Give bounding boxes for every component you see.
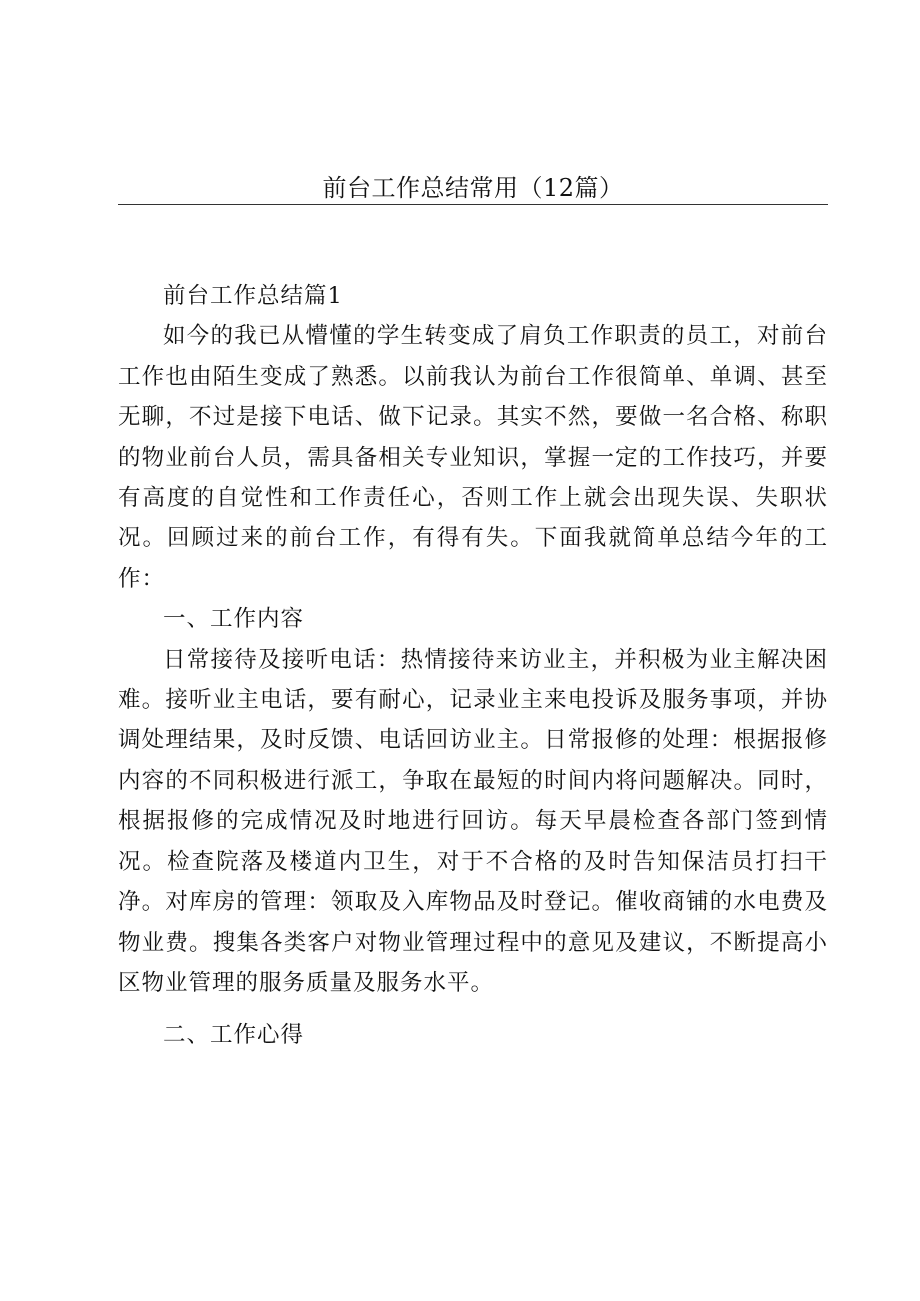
document-body [118, 276, 828, 1056]
work-content-paragraph: 日常接待及接听电话：热情接待来访业主，并积极为业主解决困难。接听业主电话，要有耐心，记录业主来电投诉及服务事项，并协调处理结果，及时反馈、电话回访业主。日常报修的处理：根据报修内容的不同积极进行派工，争取在最短的时间内将问题解决。同时，根据报修的完成情况及时地进行回访。每天早晨检查各部门签到情况。检查院落及楼道内卫生，对于不合格的及时告知保洁员打扫干净。对库房的管理：领取及入库物品及时登记。催收商铺的水电费及物业费。搜集各类客户对物业管理过程中的意见及建议，不断提高小区物业管理的服务质量及服务水平。 [118, 646, 828, 996]
heading-work-content: 一、工作内容 [163, 606, 305, 633]
title-underline [118, 204, 828, 205]
section-title: 前台工作总结篇1 [163, 283, 343, 309]
heading-work-insights: 二、工作心得 [163, 1022, 305, 1049]
intro-paragraph: 如今的我已从懵懂的学生转变成了肩负工作职责的员工，对前台工作也由陌生变成了熟悉。以前我认为前台工作很简单、单调、甚至无聊，不过是接下电话、做下记录。其实不然，要做一名合格、称职的物业前台人员，需具备相关专业知识，掌握一定的工作技巧，并要有高度的自觉性和工作责任心，否则工作上就会出现失误、失职状况。回顾过来的前台工作，有得有失。下面我就简单总结今年的工作： [118, 323, 828, 592]
document-title: 前台工作总结常用（12篇） [322, 174, 624, 202]
